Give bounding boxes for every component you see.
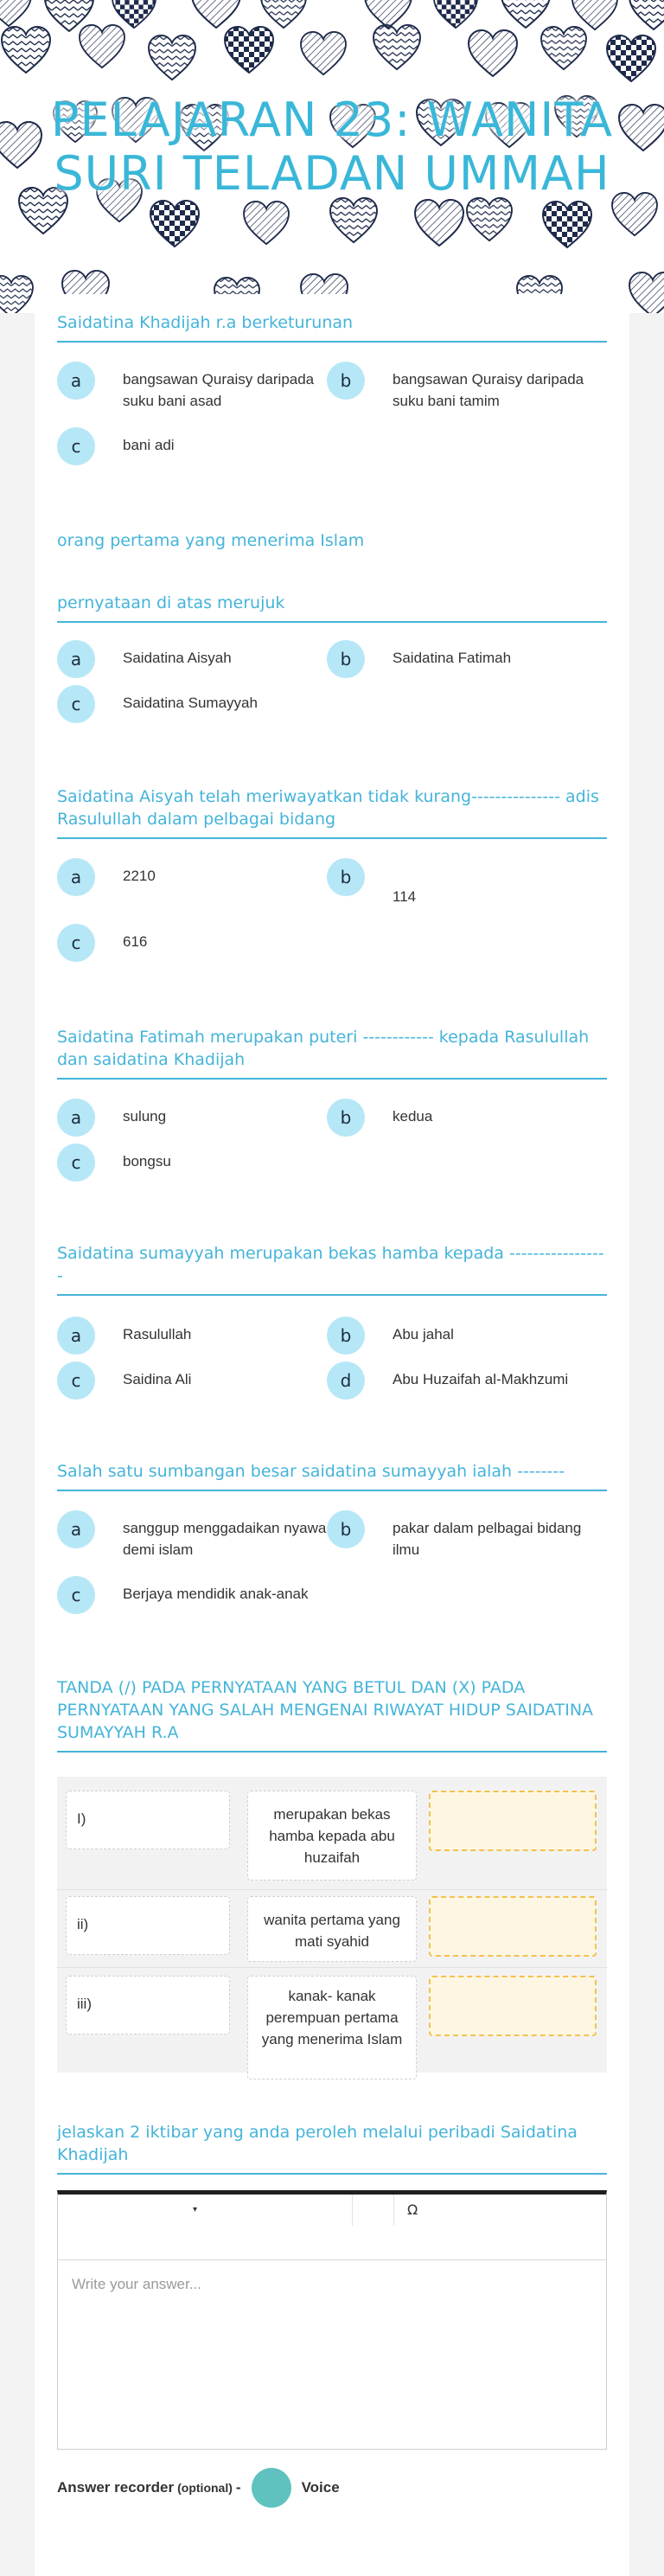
option-label: 2210 [123,868,156,884]
option-c[interactable] [57,685,330,723]
match-label: ii) [66,1896,230,1955]
option-a[interactable] [57,1510,330,1560]
option-a[interactable] [57,640,330,678]
option-badge: a [57,362,95,400]
worksheet-title: PELAJARAN 23: WANITA SURI TELADAN UMMAH [50,93,614,201]
worksheet-header [0,0,664,313]
option-label: 616 [123,933,148,950]
toolbar-separator [352,2195,353,2226]
option-c[interactable] [57,427,330,465]
option-b[interactable] [327,858,600,907]
option-b[interactable] [327,362,600,412]
question-divider [57,1078,607,1080]
option-label: pakar dalam pelbagai bidang ilmu [393,1520,582,1558]
question-text: Salah satu sumbangan besar saidatina sumayyah ialah -------- [57,1462,565,1481]
option-c[interactable] [57,924,330,962]
question-5 [57,1242,607,1296]
match-drop-zone[interactable] [429,1896,597,1957]
record-button[interactable] [252,2468,291,2508]
option-label: Saidina Ali [123,1371,192,1387]
question-divider [57,341,607,343]
question-4 [57,1026,607,1080]
question-2 [57,529,607,623]
option-label: Rasulullah [123,1326,192,1342]
question-text: TANDA (/) PADA PERNYATAAN YANG BETUL DAN (X) PADA PERNYATAAN YANG SALAH MENGENAI RIWAYAT HIDUP SAIDATINA SUMAYYAH R.A [57,1678,594,1742]
question-divider [57,1490,607,1491]
match-drop-zone[interactable] [429,1976,597,2036]
option-badge: a [57,640,95,678]
option-b[interactable] [327,1317,600,1355]
option-b[interactable] [327,1510,600,1560]
editor-toolbar [58,2195,606,2260]
question-3 [57,785,607,839]
option-badge: a [57,1317,95,1355]
question-divider [57,1294,607,1296]
option-badge: b [327,1099,365,1137]
option-label: bongsu [123,1153,171,1169]
option-label: bani adi [123,437,175,453]
option-badge: c [57,427,95,465]
special-characters-icon[interactable]: Ω [407,2201,418,2218]
option-badge: c [57,685,95,723]
option-label: bangsawan Quraisy daripada suku bani asad [123,371,315,409]
answer-recorder [57,2467,340,2509]
option-badge: b [327,858,365,896]
option-a[interactable] [57,1099,330,1137]
row-divider [57,1967,607,1968]
answer-editor [57,2190,607,2450]
question-divider [57,837,607,839]
option-badge: c [57,1576,95,1614]
option-a[interactable] [57,1317,330,1355]
match-label: iii) [66,1976,230,2035]
option-label: kedua [393,1108,433,1125]
worksheet-page [35,294,629,2576]
match-statement[interactable]: merupakan bekas hamba kepada abu huzaifah [247,1791,417,1881]
recorder-label: Answer recorder [57,2479,175,2496]
option-c[interactable] [57,1576,330,1614]
option-c[interactable] [57,1362,330,1400]
answer-input[interactable] [58,2260,606,2445]
option-badge: b [327,1510,365,1548]
question-text: Saidatina sumayyah merupakan bekas hamba kepada ----------------- [57,1244,604,1285]
question-divider [57,621,607,623]
recorder-optional-label: (optional) [177,2481,233,2495]
option-label: Saidatina Aisyah [123,650,232,666]
match-drop-zone[interactable] [429,1791,597,1851]
recorder-voice-label: Voice [301,2479,340,2496]
option-b[interactable] [327,640,600,678]
option-label: bangsawan Quraisy daripada suku bani tamim [393,371,584,409]
row-divider [57,1889,607,1890]
option-d[interactable] [327,1362,600,1400]
question-text: Saidatina Fatimah merupakan puteri ------------ kepada Rasulullah dan saidatina Khadijah [57,1028,590,1069]
option-label: Abu jahal [393,1326,454,1342]
question-text: Saidatina Aisyah telah meriwayatkan tidak kurang--------------- adis Rasulullah dalam pelbagai bidang [57,787,599,829]
option-label: 114 [393,888,417,905]
option-label: Berjaya mendidik anak-anak [123,1586,309,1602]
question-1 [57,311,607,343]
question-6 [57,1460,607,1491]
option-label: Abu Huzaifah al-Makhzumi [393,1371,569,1387]
option-badge: a [57,1099,95,1137]
option-badge: b [327,640,365,678]
recorder-dash: - [235,2479,241,2496]
option-label: sanggup menggadaikan nyawa demi islam [123,1520,327,1558]
match-statement[interactable]: wanita pertama yang mati syahid [247,1896,417,1962]
font-dropdown-chevron-icon[interactable]: ▾ [193,2205,198,2214]
option-a[interactable] [57,858,330,896]
match-statement[interactable]: kanak- kanak perempuan pertama yang menerima Islam [247,1976,417,2079]
option-badge: b [327,362,365,400]
option-label: sulung [123,1108,167,1125]
question-8 [57,2121,607,2175]
option-a[interactable] [57,362,330,412]
option-b[interactable] [327,1099,600,1137]
option-c[interactable] [57,1144,330,1182]
option-badge: a [57,858,95,896]
question-7 [57,1676,607,1753]
match-table [57,1777,607,2073]
option-badge: b [327,1317,365,1355]
match-label: I) [66,1791,230,1849]
question-text: jelaskan 2 iktibar yang anda peroleh melalui peribadi Saidatina Khadijah [57,2123,578,2164]
toolbar-separator [393,2195,394,2226]
option-badge: c [57,924,95,962]
option-label: Saidatina Sumayyah [123,695,258,711]
question-divider [57,1751,607,1753]
question-text: Saidatina Khadijah r.a berketurunan [57,313,354,332]
option-badge: c [57,1144,95,1182]
question-divider [57,2173,607,2175]
option-badge: c [57,1362,95,1400]
question-text: pernyataan di atas merujuk [57,593,285,612]
option-badge: a [57,1510,95,1548]
question-lead-text: orang pertama yang menerima Islam [57,531,365,550]
option-label: Saidatina Fatimah [393,650,512,666]
option-badge: d [327,1362,365,1400]
